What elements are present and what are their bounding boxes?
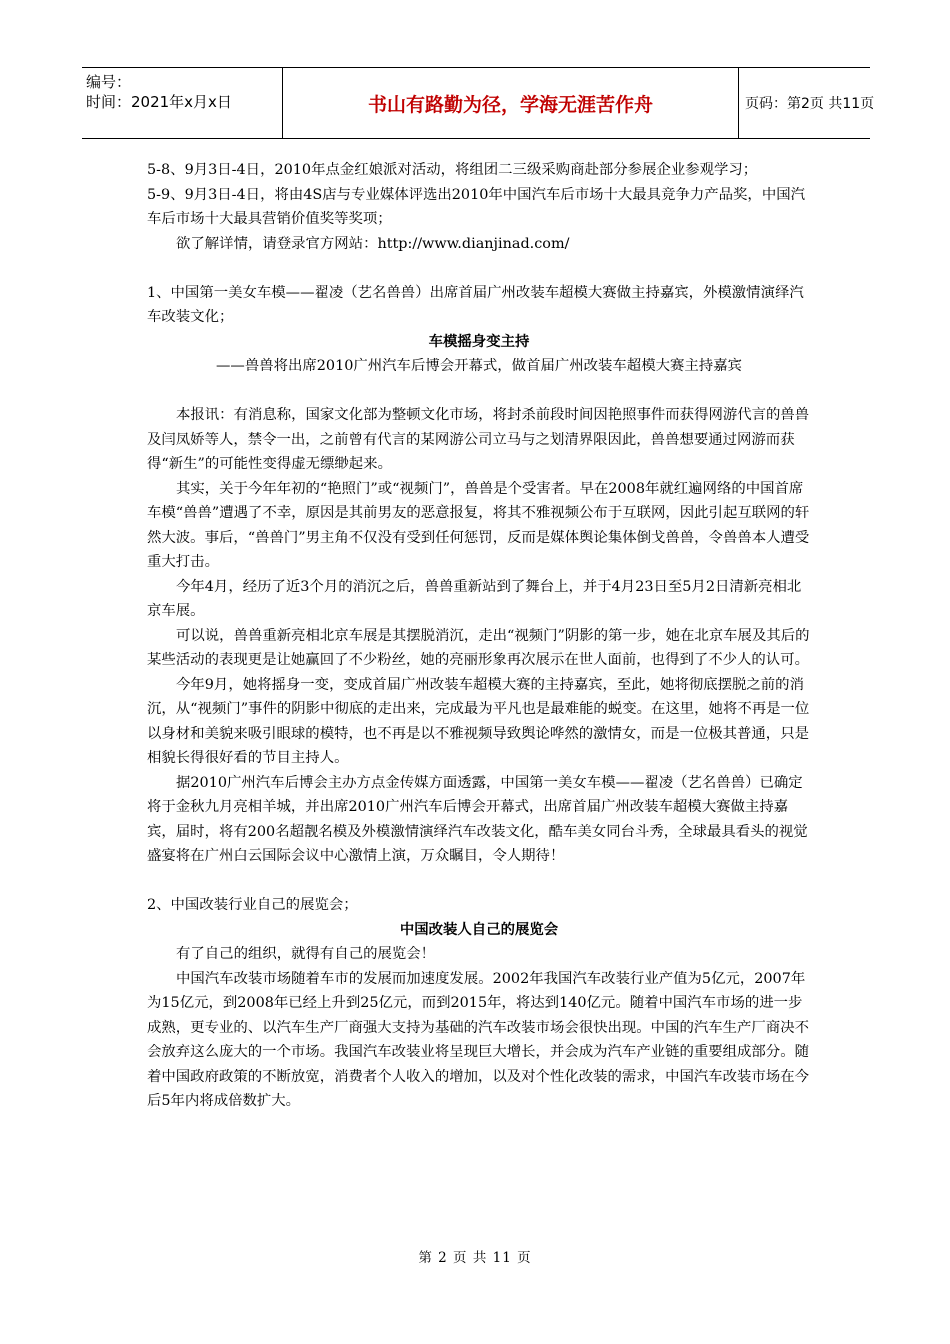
paragraph: 5-8、9月3日-4日，2010年点金红娘派对活动，将组团二三级采购商赴部分参展企业参观学习；	[147, 162, 758, 178]
paragraph: 据2010广州汽车后博会主办方点金传媒方面透露，中国第一美女车模——翟凌（艺名兽兽）已确定将于金秋九月亮相羊城，并出席2010广州汽车后博会开幕式，出席首届广州改装车超模大赛做主持嘉宾，届时，将有200名超靓名模及外模激情演绎汽车改装文化，酷车美女同台斗秀，全球最具看头的视觉盛宴将在广州白云国际会议中心激情上演，万众瞩目，令人期待！	[147, 774, 808, 864]
section-title: 中国改装人自己的展览会	[399, 921, 559, 938]
paragraph: 有了自己的组织，就得有自己的展览会！	[176, 946, 436, 962]
code-label: 编号：	[86, 73, 132, 91]
motto-title: 书山有路勤为径，学海无涯苦作舟	[282, 68, 739, 138]
header-left-cell	[86, 68, 282, 138]
section-intro: 1、中国第一美女车模——翟凌（艺名兽兽）出席首届广州改装车超模大赛做主持嘉宾，外模激情演绎汽车改装文化；	[147, 284, 804, 325]
paragraph: 欲了解详情，请登录官方网站：http://www.dianjinad.com/	[176, 235, 570, 252]
paragraph: 今年4月，经历了近3个月的消沉之后，兽兽重新站到了舞台上，并于4月23日至5月2日清新亮相北京车展。	[147, 578, 802, 619]
page-footer: 第 2 页 共 11 页	[418, 1250, 532, 1266]
paragraph: 本报讯：有消息称，国家文化部为整顿文化市场，将封杀前段时间因艳照事件而获得网游代言的兽兽及闫凤娇等人，禁令一出，之前曾有代言的某网游公司立马与之划清界限因此，兽兽想要通过网游而获得“新生”的可能性变得虚无缥缈起来。	[147, 407, 810, 472]
page-label: 页码：第2页 共11页	[745, 96, 875, 112]
document-body	[147, 158, 811, 1114]
section-subtitle: ——兽兽将出席2010广州汽车后博会开幕式，做首届广州改装车超模大赛主持嘉宾	[216, 358, 742, 374]
section-intro: 2、中国改装行业自己的展览会；	[147, 897, 358, 913]
paragraph: 5-9、9月3日-4日，将由4S店与专业媒体评选出2010年中国汽车后市场十大最具竞争力产品奖，中国汽车后市场十大最具营销价值奖等奖项；	[147, 186, 805, 227]
time-label: 时间：2021年x月x日	[86, 93, 232, 111]
section-title: 车模摇身变主持	[428, 333, 530, 350]
paragraph: 可以说，兽兽重新亮相北京车展是其摆脱消沉，走出“视频门”阴影的第一步，她在北京车展及其后的某些活动的表现更是让她赢回了不少粉丝，她的亮丽形象再次展示在世人面前，也得到了不少人的认可。	[147, 627, 810, 668]
paragraph: 其实，关于今年年初的“艳照门”或“视频门”，兽兽是个受害者。早在2008年就红遍网络的中国首席车模“兽兽”遭遇了不幸，原因是其前男友的恶意报复，将其不雅视频公布于互联网，因此引起互联网的轩然大波。事后，“兽兽门”男主角不仅没有受到任何惩罚，反而是媒体舆论集体倒戈兽兽，令兽兽本人遭受重大打击。	[147, 480, 810, 570]
page-header	[82, 67, 875, 139]
paragraph: 今年9月，她将摇身一变，变成首届广州改装车超模大赛的主持嘉宾，至此，她将彻底摆脱之前的消沉，从“视频门”事件的阴影中彻底的走出来，完成最为平凡也是最难能的蜕变。在这里，她将不再是一位以身材和美貌来吸引眼球的模特，也不再是以不雅视频导致舆论哗然的激情女，而是一位极其普通，只是相貌长得很好看的节目主持人。	[147, 676, 810, 766]
paragraph: 中国汽车改装市场随着车市的发展而加速度发展。2002年我国汽车改装行业产值为5亿元，2007年为15亿元，到2008年已经上升到25亿元，而到2015年，将达到140亿元。随着中国汽车市场的进一步成熟，更专业的、以汽车生产厂商强大支持为基础的汽车改装市场会很快出现。中国的汽车生产厂商决不会放弃这么庞大的一个市场。我国汽车改装业将呈现巨大增长，并会成为汽车产业链的重要组成部分。随着中国政府政策的不断放宽，消费者个人收入的增加，以及对个性化改装的需求，中国汽车改装市场在今后5年内将成倍数扩大。	[147, 970, 809, 1109]
